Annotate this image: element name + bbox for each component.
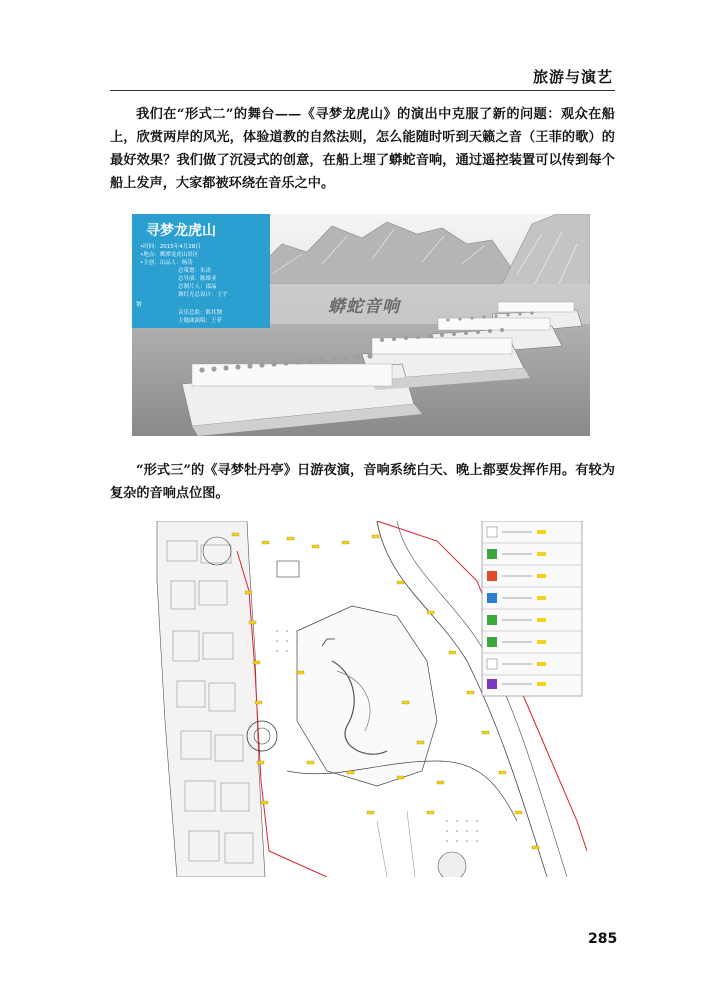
- poster-line: •时间：2015年4月28日: [140, 244, 201, 250]
- poster-title: 寻梦龙虎山: [146, 223, 216, 239]
- poster-line: 主题曲演唱：王菲: [178, 318, 223, 324]
- running-header: [110, 60, 615, 91]
- page-number: 285: [588, 931, 618, 947]
- poster-line: •主创：出品人：杨涛: [140, 260, 193, 266]
- paragraph-form-two: 我们在“形式二”的舞台——《寻梦龙虎山》的演出中克服了新的问题：观众在船上，欣赏两岸的风光，体验道教的自然法则，怎么能随时听到天籁之音（王菲的歌）的最好效果？我们做了沉浸式的创意，在船上埋了蟒蛇音响，通过遥控装置可以传到每个船上发声，大家都被环绕在音乐之中。: [110, 107, 615, 191]
- paragraph-form-three: “形式三”的《寻梦牡丹亭》日游夜演，音响系统白天、晚上都要发挥作用。有较为复杂的音响点位图。: [110, 463, 615, 501]
- section-title: 旅游与演艺: [532, 68, 613, 86]
- poster-line: 舞灯光总设计：王宇: [178, 292, 228, 298]
- poster-line: 总制片人：邵晶: [178, 284, 217, 290]
- poster-line: 钢: [136, 302, 142, 308]
- poster-line: 总导演：陈维亚: [178, 276, 217, 282]
- poster-line: 总策划：朱涛: [178, 268, 212, 274]
- python-speaker-label: 蟒蛇音响: [328, 297, 400, 317]
- poster-info-panel: [132, 214, 270, 328]
- poster-line: 音乐总监：陈其钢: [178, 310, 223, 316]
- poster-line: •地点：鹰潭龙虎山景区: [140, 252, 199, 258]
- figure-speaker-layout-plan: [137, 521, 587, 877]
- speaker-layout-plan-image: [137, 521, 587, 877]
- figure-boat-render: [132, 214, 590, 436]
